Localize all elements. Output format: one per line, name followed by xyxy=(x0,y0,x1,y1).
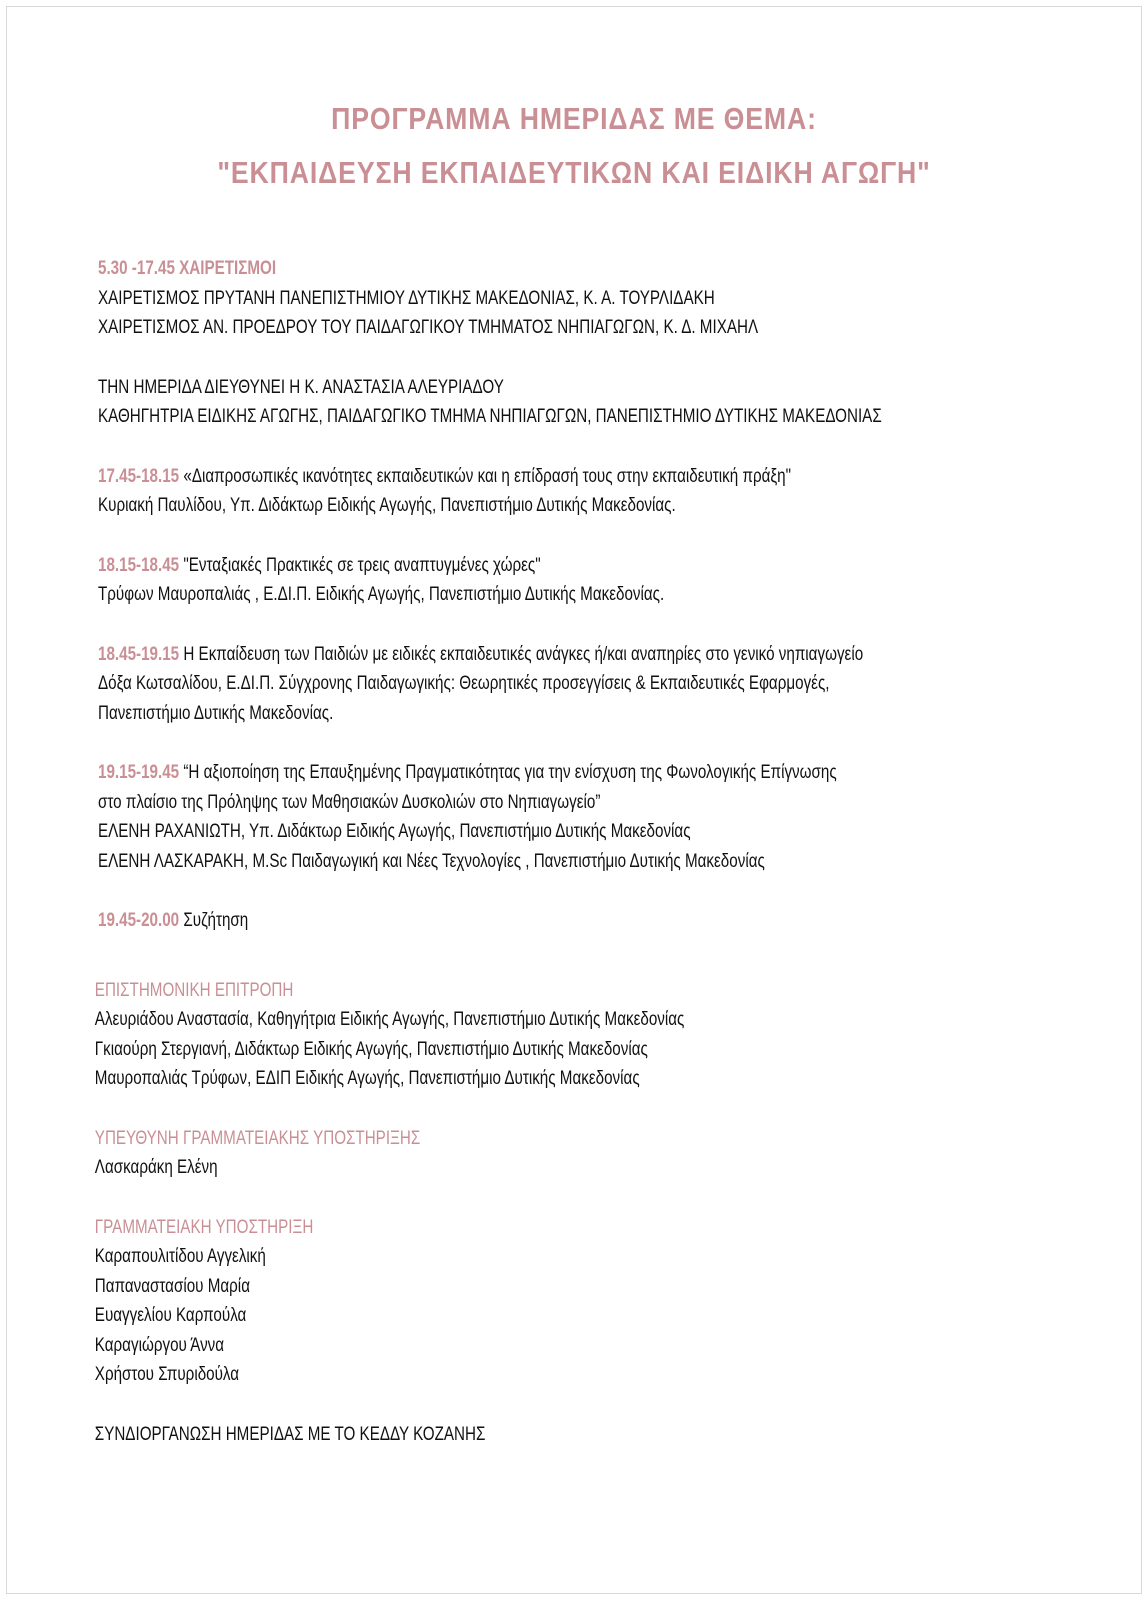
session-title: Συζήτηση xyxy=(179,910,249,931)
session-item xyxy=(98,551,1098,610)
committee-member: Γκιαούρη Στεργιανή, Διδάκτωρ Ειδικής Αγωγής, Πανεπιστήμιο Δυτικής Μακεδονίας xyxy=(94,1038,648,1060)
greeting-line: ΧΑΙΡΕΤΙΣΜΟΣ ΠΡΥΤΑΝΗ ΠΑΝΕΠΙΣΤΗΜΙΟΥ ΔΥΤΙΚΗΣ ΜΑΚΕΔΟΝΙΑΣ, Κ. Α. ΤΟΥΡΛΙΔΑΚΗ xyxy=(98,287,715,309)
secretariat-member: Καραπουλιτίδου Αγγελική xyxy=(94,1246,266,1267)
session-time: 18.45-19.15 xyxy=(98,643,180,665)
session-speaker: Πανεπιστήμιο Δυτικής Μακεδονίας. xyxy=(98,702,334,724)
committee-member: Μαυροπαλιάς Τρύφων, ΕΔΙΠ Ειδικής Αγωγής, Πανεπιστήμιο Δυτικής Μακεδονίας xyxy=(94,1068,640,1089)
program-content xyxy=(94,254,1098,1449)
section-heading: ΥΠΕΥΘΥΝΗ ΓΡΑΜΜΑΤΕΙΑΚΗΣ ΥΠΟΣΤΗΡΙΞΗΣ xyxy=(94,1127,421,1149)
session-title-continued: στο πλαίσιο της Πρόληψης των Μαθησιακών Δυσκολιών στο Νηπιαγωγείο” xyxy=(98,791,601,813)
secretariat-lead-section xyxy=(95,1124,1098,1183)
session-time: 18.15-18.45 xyxy=(98,554,180,576)
secretariat-member: Καραγιώργου Άννα xyxy=(94,1334,225,1356)
session-title: "Ενταξιακές Πρακτικές σε τρεις αναπτυγμένες χώρες" xyxy=(179,554,541,576)
session-time: 19.45-20.00 xyxy=(98,910,180,931)
moderator-line: ΤΗΝ ΗΜΕΡΙΔΑ ΔΙΕΥΘΥΝΕΙ Η Κ. ΑΝΑΣΤΑΣΙΑ ΑΛΕΥΡΙΑΔΟΥ xyxy=(98,376,504,398)
session-title: «Διαπροσωπικές ικανότητες εκπαιδευτικών και η επίδρασή τους στην εκπαιδευτική πράξη" xyxy=(179,465,792,487)
secretariat-member: Παπαναστασίου Μαρία xyxy=(94,1275,250,1297)
title-line-1: ΠΡΟΓΡΑΜΜΑ ΗΜΕΡΙΔΑΣ ΜΕ ΘΕΜΑ: xyxy=(331,101,817,136)
page-title xyxy=(80,92,1067,200)
session-speaker: Δόξα Κωτσαλίδου, Ε.ΔΙ.Π. Σύγχρονης Παιδαγωγικής: Θεωρητικές προσεγγίσεις & Εκπαιδευτικές Εφαρμογές, xyxy=(98,673,830,694)
session-speaker: Κυριακή Παυλίδου, Υπ. Διδάκτωρ Ειδικής Αγωγής, Πανεπιστήμιο Δυτικής Μακεδονίας. xyxy=(98,495,676,516)
session-time: 17.45-18.15 xyxy=(98,465,180,487)
moderator-section xyxy=(98,373,1098,432)
session-title: “Η αξιοποίηση της Επαυξημένης Πραγματικότητας για την ενίσχυση της Φωνολογικής Επίγνωσης xyxy=(179,762,837,783)
session-item xyxy=(98,462,1098,521)
scientific-committee-section xyxy=(95,976,1098,1094)
title-line-2: "ΕΚΠΑΙΔΕΥΣΗ ΕΚΠΑΙΔΕΥΤΙΚΩΝ ΚΑΙ ΕΙΔΙΚΗ ΑΓΩΓΗ" xyxy=(217,155,931,190)
secretariat-section xyxy=(95,1213,1098,1390)
session-item xyxy=(98,758,1098,876)
session-speaker: ΕΛΕΝΗ ΛΑΣΚΑΡΑΚΗ, M.Sc Παιδαγωγική και Νέες Τεχνολογίες , Πανεπιστήμιο Δυτικής Μακεδονίας xyxy=(98,850,765,872)
moderator-line: ΚΑΘΗΓΗΤΡΙΑ ΕΙΔΙΚΗΣ ΑΓΩΓΗΣ, ΠΑΙΔΑΓΩΓΙΚΟ ΤΜΗΜΑ ΝΗΠΙΑΓΩΓΩΝ, ΠΑΝΕΠΙΣΤΗΜΙΟ ΔΥΤΙΚΗΣ ΜΑΚΕΔΟΝΙΑΣ xyxy=(98,406,882,427)
secretariat-member: Ευαγγελίου Καρπούλα xyxy=(94,1305,247,1326)
session-speaker: ΕΛΕΝΗ ΡΑΧΑΝΙΩΤΗ, Υπ. Διδάκτωρ Ειδικής Αγωγής, Πανεπιστήμιο Δυτικής Μακεδονίας xyxy=(98,821,691,842)
section-heading: ΓΡΑΜΜΑΤΕΙΑΚΗ ΥΠΟΣΤΗΡΙΞΗ xyxy=(94,1216,314,1238)
greetings-time: 5.30 -17.45 ΧΑΙΡΕΤΙΣΜΟΙ xyxy=(98,258,277,279)
co-organization-note: ΣΥΝΔΙΟΡΓΑΝΩΣΗ ΗΜΕΡΙΔΑΣ ΜΕ ΤΟ ΚΕΔΔΥ ΚΟΖΑΝΗΣ xyxy=(94,1423,486,1445)
session-item xyxy=(98,906,1098,936)
session-speaker: Τρύφων Μαυροπαλιάς , Ε.ΔΙ.Π. Ειδικής Αγωγής, Πανεπιστήμιο Δυτικής Μακεδονίας. xyxy=(98,584,665,605)
section-heading: ΕΠΙΣΤΗΜΟΝΙΚΗ ΕΠΙΤΡΟΠΗ xyxy=(94,979,294,1001)
secretariat-member: Λασκαράκη Ελένη xyxy=(94,1157,218,1178)
session-time: 19.15-19.45 xyxy=(98,762,180,783)
session-title: Η Εκπαίδευση των Παιδιών με ειδικές εκπαιδευτικές ανάγκες ή/και αναπηρίες στο γενικό νηπιαγωγείο xyxy=(179,643,864,665)
greeting-line: ΧΑΙΡΕΤΙΣΜΟΣ ΑΝ. ΠΡΟΕΔΡΟΥ ΤΟΥ ΠΑΙΔΑΓΩΓΙΚΟΥ ΤΜΗΜΑΤΟΣ ΝΗΠΙΑΓΩΓΩΝ, Κ. Δ. ΜΙΧΑΗΛ xyxy=(98,317,759,338)
session-item xyxy=(98,640,1098,729)
committee-member: Αλευριάδου Αναστασία, Καθηγήτρια Ειδικής Αγωγής, Πανεπιστήμιο Δυτικής Μακεδονίας xyxy=(94,1009,685,1030)
secretariat-member: Χρήστου Σπυριδούλα xyxy=(94,1364,240,1385)
greetings-section xyxy=(98,254,1098,343)
